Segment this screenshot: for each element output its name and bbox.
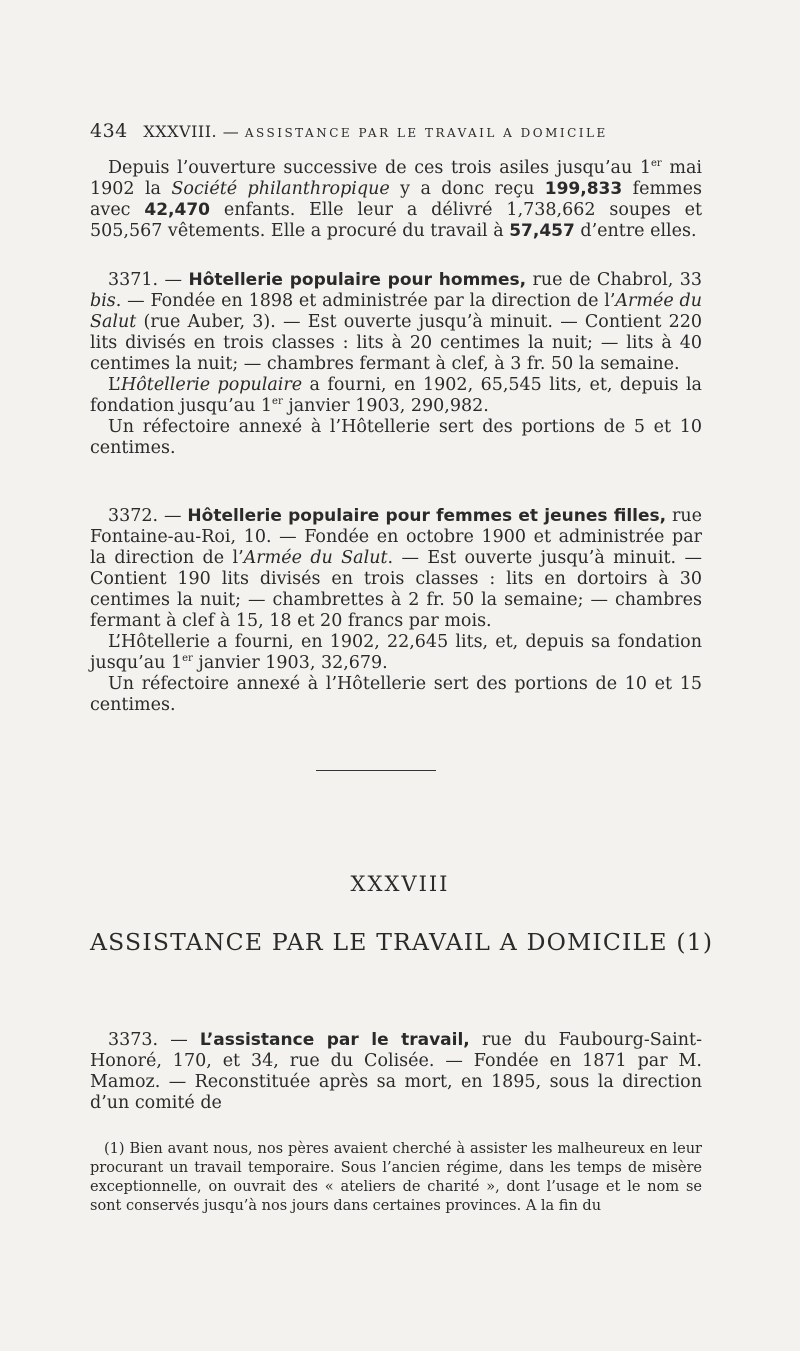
chapter-title: ASSISTANCE PAR LE TRAVAIL A DOMICILE (1) bbox=[90, 928, 714, 956]
entry-3373-title: L’assistance par le travail, bbox=[199, 1030, 470, 1050]
entry-3372-heading: 3372. — Hôtellerie populaire pour femmes et jeunes filles, rue Fontaine-au-Roi, 10. — Fondée en octobre 1900 et administrée par la direction de l’Armée du Salut. — Est ouverte jusqu’à minuit. — Contient 190 lits divisés en trois classes : lits en dortoirs à 30 centimes la nuit; — chambrettes à 2 fr. 50 la semaine; — chambres fermant à clef à 15, 18 et 20 francs par mois. bbox=[90, 506, 702, 631]
entry-3372-para3: Un réfectoire annexé à l’Hôtellerie sert des portions de 10 et 15 centimes. bbox=[90, 674, 702, 715]
header-dash: — bbox=[222, 122, 240, 141]
page-number: 434 bbox=[90, 120, 128, 142]
footnote bbox=[90, 1140, 702, 1216]
entry-3372-para2: L’Hôtellerie a fourni, en 1902, 22,645 lits, et, depuis sa fondation jusqu’au 1er janvier 1903, 32,679. bbox=[90, 632, 702, 673]
entry-3371-para3: Un réfectoire annexé à l’Hôtellerie sert des portions de 5 et 10 centimes. bbox=[90, 417, 702, 458]
entry-3373 bbox=[90, 1030, 702, 1114]
entry-3371 bbox=[90, 270, 702, 459]
intro-paragraph bbox=[90, 158, 702, 242]
entry-3373-heading: 3373. — L’assistance par le travail, rue du Faubourg-Saint-Honoré, 170, et 34, rue du Colisée. — Fondée en 1871 par M. Mamoz. — Reconstituée après sa mort, en 1895, sous la direction d’un comité de bbox=[90, 1030, 702, 1113]
entry-3371-heading: 3371. — Hôtellerie populaire pour hommes, rue de Chabrol, 33 bis. — Fondée en 1898 et administrée par la direction de l’Armée du Salut (rue Auber, 3). — Est ouverte jusqu’à minuit. — Contient 220 lits divisés en trois classes : lits à 20 centimes la nuit; — lits à 40 centimes la nuit; — chambres fermant à clef, à 3 fr. 50 la semaine. bbox=[90, 270, 702, 374]
intro-text: Depuis l’ouverture successive de ces trois asiles jusqu’au 1er mai 1902 la Société philanthropique y a donc reçu 199,833 femmes avec 42,470 enfants. Elle leur a délivré 1,738,662 soupes et 505,567 vêtements. Elle a procuré du travail à 57,457 d’entre elles. bbox=[90, 158, 702, 241]
section-divider bbox=[316, 770, 436, 771]
footnote-text: (1) Bien avant nous, nos pères avaient cherché à assister les malheureux en leur procurant un travail temporaire. Sous l’ancien régime, dans les temps de misère exceptionnelle, on ouvrait des « ateliers de charité », dont l’usage et le nom se sont conservés jusqu’à nos jours dans certaines provinces. A la fin du bbox=[90, 1141, 702, 1214]
entry-3371-title: Hôtellerie populaire pour hommes, bbox=[188, 270, 527, 290]
chapter-number: XXXVIII bbox=[350, 872, 450, 896]
entry-3372-title: Hôtellerie populaire pour femmes et jeunes filles, bbox=[187, 506, 667, 526]
header-title: ASSISTANCE PAR LE TRAVAIL A DOMICILE bbox=[244, 126, 608, 140]
header-chapter: XXXVIII. bbox=[143, 122, 218, 141]
running-header bbox=[90, 120, 702, 142]
entry-3371-para2: L’Hôtellerie populaire a fourni, en 1902, 65,545 lits, et, depuis la fondation jusqu’au 1er janvier 1903, 290,982. bbox=[90, 375, 702, 416]
entry-3372 bbox=[90, 506, 702, 716]
